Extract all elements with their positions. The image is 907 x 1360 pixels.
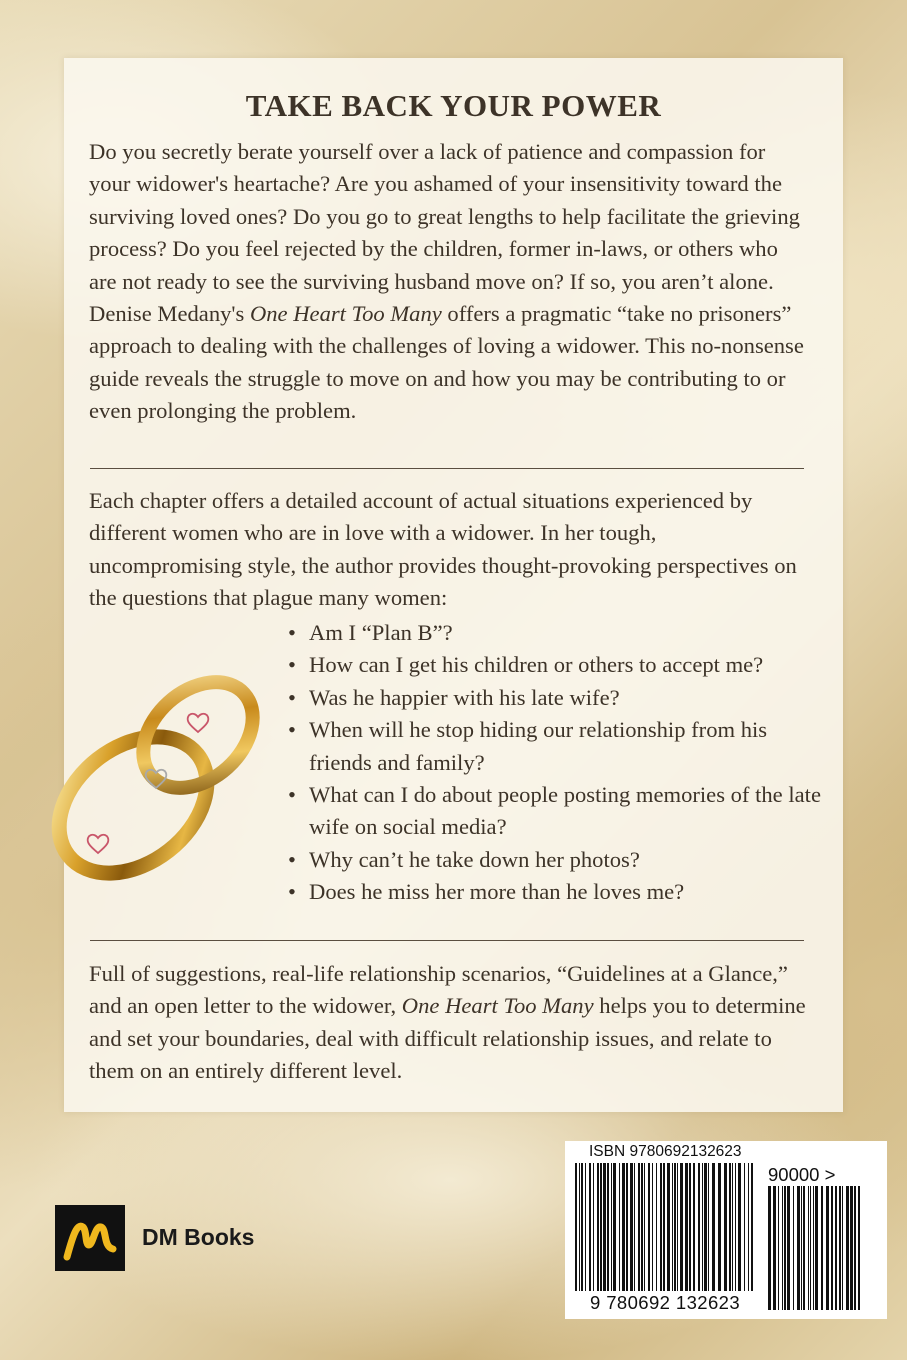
divider xyxy=(90,468,804,469)
barcode-addon-icon xyxy=(768,1186,860,1310)
list-item: • Why can’t he take down her photos? xyxy=(288,844,828,876)
list-item: • What can I do about people posting memories of the late wife on social media? xyxy=(288,779,828,844)
list-item: • How can I get his children or others to accept me? xyxy=(288,649,828,681)
dm-books-logo-icon xyxy=(55,1205,125,1271)
questions-list xyxy=(288,617,828,909)
isbn-label: ISBN 9780692132623 xyxy=(589,1143,742,1160)
wedding-rings-icon xyxy=(38,655,278,895)
barcode-number: 9 780692 132623 xyxy=(590,1292,741,1313)
chapters-paragraph: Each chapter offers a detailed account of actual situations experienced by different women who are in love with a widower. In her tough, uncompromising style, the author provides thought-provoking perspectives on the questions that plague many women: xyxy=(89,488,797,611)
divider xyxy=(90,940,804,941)
barcode-icon xyxy=(575,1163,755,1291)
list-item: • Does he miss her more than he loves me? xyxy=(288,876,828,908)
book-title: One Heart Too Many xyxy=(401,993,594,1019)
list-item: • Was he happier with his late wife? xyxy=(288,682,828,714)
list-item: • When will he stop hiding our relationship from his friends and family? xyxy=(288,714,828,779)
book-title: One Heart Too Many xyxy=(249,301,442,327)
page-title: TAKE BACK YOUR POWER xyxy=(245,88,662,123)
intro-paragraph xyxy=(89,136,809,428)
intro-text-start: Do you secretly berate yourself over a lack of patience and compassion for your widower's heartache? Are you ashamed of your insensitivity toward the surviving loved ones? Do you go to great lengths to help facilitate the grieving process? Do you feel rejected by the children, former in-laws, or others who are not ready to see the surviving husband move on? If so, you aren’t alone. Denise Medany's xyxy=(89,139,800,327)
summary-text-end: helps you to determine and set your boundaries, deal with difficult relationship issues, and relate to them on an entirely different level. xyxy=(89,993,806,1084)
intro-text-end: offers a pragmatic “take no prisoners” approach to dealing with the challenges of loving a widower. This no-nonsense guide reveals the struggle to move on and how you may be contributing to or even prolonging the problem. xyxy=(89,301,804,424)
publisher-name: DM Books xyxy=(142,1224,255,1250)
barcode-addon-number: 90000 > xyxy=(768,1164,836,1185)
summary-paragraph xyxy=(89,958,809,1088)
list-item: • Am I “Plan B”? xyxy=(288,617,828,649)
summary-text-start: Full of suggestions, real-life relationship scenarios, “Guidelines at a Glance,” and an open letter to the widower, xyxy=(89,961,788,1019)
